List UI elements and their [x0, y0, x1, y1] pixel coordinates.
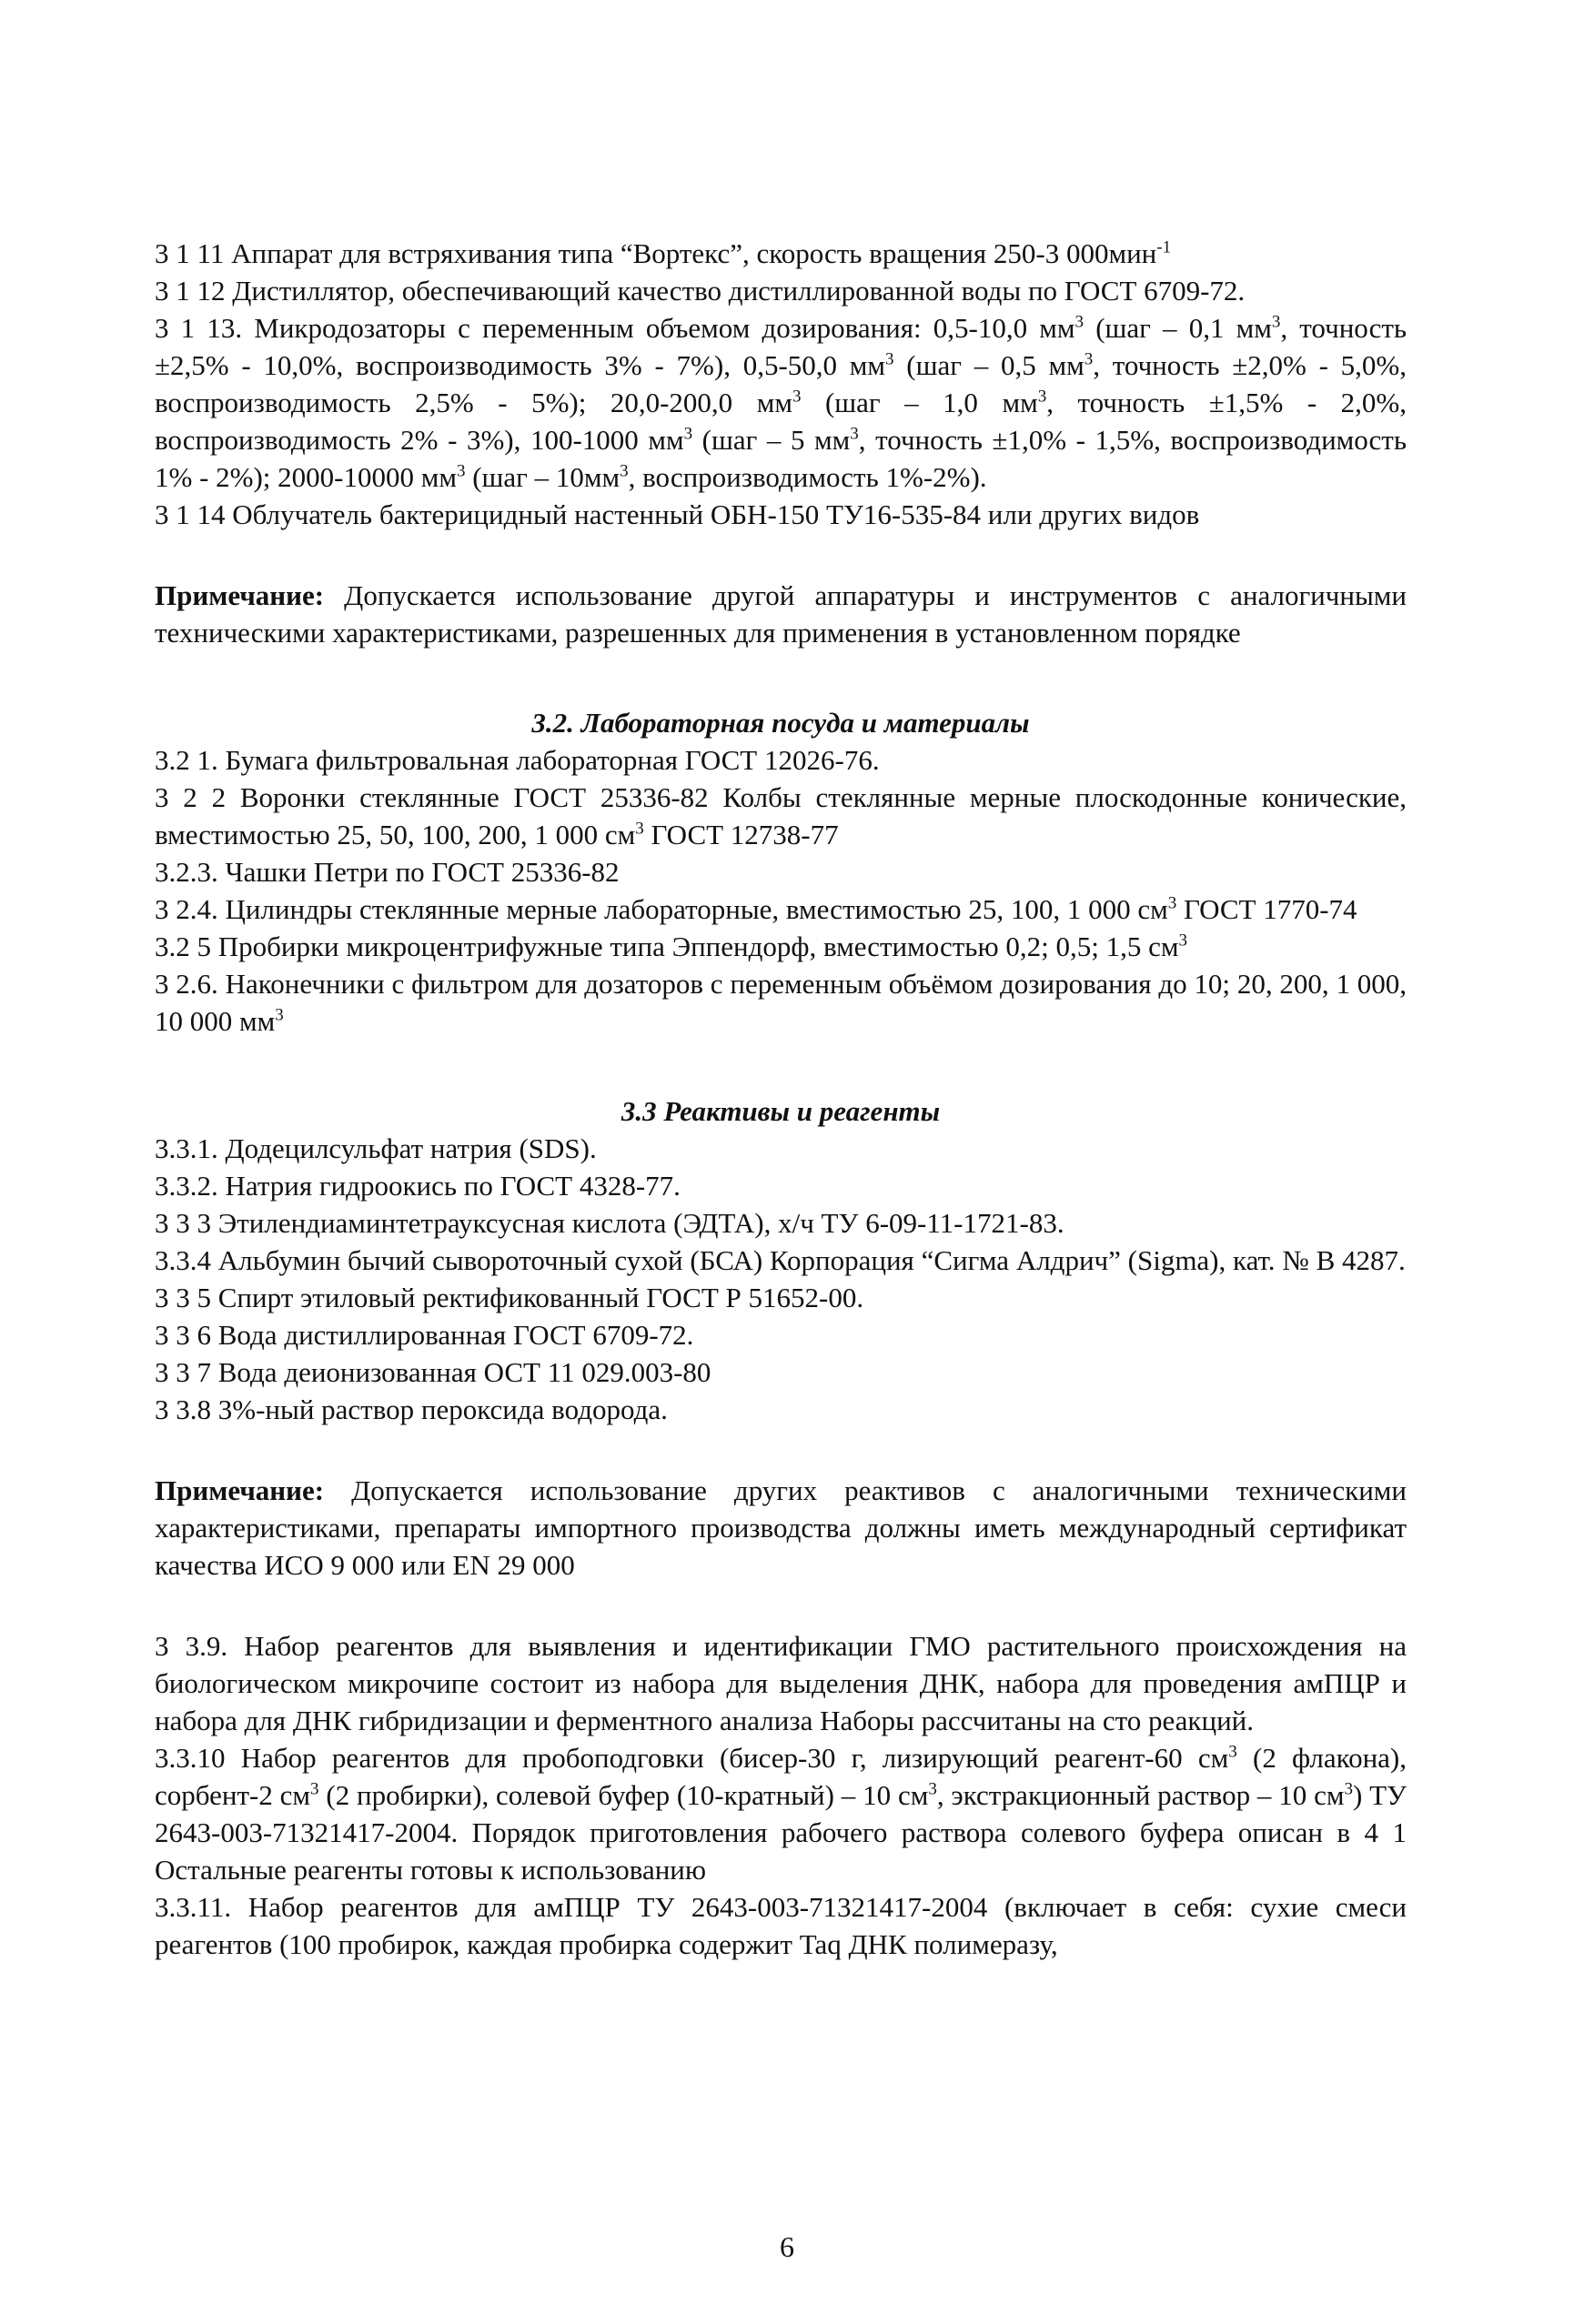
- labware-item-3-2-3: 3.2.3. Чашки Петри по ГОСТ 25336-82: [155, 856, 620, 888]
- document-page: [155, 235, 1407, 1963]
- labware-item-3-2-2: 3 2 2 Воронки стеклянные ГОСТ 25336-82 Колбы стеклянные мерные плоскодонные конические, вместимостью 25, 50, 100, 200, 1 000 $см^3$ ГОСТ 12738-77: [155, 781, 1407, 850]
- note-equipment: Примечание: Допускается использование другой аппаратуры и инструментов с аналогичными техническими характеристиками, разрешенных для применения в установленном порядке: [155, 579, 1407, 649]
- labware-item-3-2-1: 3.2 1. Бумага фильтровальная лабораторная ГОСТ 12026-76.: [155, 744, 880, 776]
- reagent-item-3-3-4: 3.3.4 Альбумин бычий сывороточный сухой (БСА) Корпорация “Сигма Алдрич” (Sigma), кат. № В 4287.: [155, 1244, 1406, 1276]
- kit-item-3-3-9: 3 3.9. Набор реагентов для выявления и идентификации ГМО растительного происхождения на биологическом микрочипе состоит из набора для выделения ДНК, набора для проведения амПЦР и набора для ДНК гибридизации и ферментного анализа Наборы рассчитаны на сто реакций.: [155, 1630, 1407, 1736]
- kit-item-3-3-11: 3.3.11. Набор реагентов для амПЦР ТУ 2643-003-71321417-2004 (включает в себя: сухие смеси реагентов (100 пробирок, каждая пробирка содержит Taq ДНК полимеразу,: [155, 1891, 1407, 1960]
- note-label: Примечание:: [155, 1474, 325, 1506]
- reagent-item-3-3-7: 3 3 7 Вода деионизованная ОСТ 11 029.003-80: [155, 1356, 711, 1388]
- labware-item-3-2-5: 3.2 5 Пробирки микроцентрифужные типа Эппендорф, вместимостью 0,2; 0,5; 1,5 $см^3$: [155, 931, 1187, 962]
- section-heading-3-3: 3.3 Реактивы и реагенты: [621, 1095, 941, 1127]
- section-heading-3-2: 3.2. Лабораторная посуда и материалы: [531, 707, 1030, 739]
- kit-item-3-3-10: 3.3.10 Набор реагентов для пробоподговки (бисер-30 г, лизирующий реагент-60 $см^3$ (2 флакона), сорбент-2 $см^3$ (2 пробирки), солевой буфер (10-кратный) – 10 $см^3$, экстракционный раствор – 10 $см^3$) ТУ 2643-003-71321417-2004. Порядок приготовления рабочего раствора солевого буфера описан в 4 1 Остальные реагенты готовы к использованию: [155, 1742, 1408, 1886]
- reagent-item-3-3-2: 3.3.2. Натрия гидроокись по ГОСТ 4328-77.: [155, 1170, 681, 1202]
- note-reagents: Примечание: Допускается использование других реактивов с аналогичными техническими характеристиками, препараты импортного производства должны иметь международный сертификат качества ИСО 9 000 или EN 29 000: [155, 1474, 1407, 1581]
- reagent-item-3-3-6: 3 3 6 Вода дистиллированная ГОСТ 6709-72.: [155, 1319, 694, 1351]
- equipment-item-3-1-13: 3 1 13. Микродозаторы с переменным объемом дозирования: 0,5-10,0 $мм^3$ (шаг – 0,1 $мм^3$, точность ±2,5% - 10,0%, воспроизводимость 3% - 7%), 0,5-50,0 $мм^3$ (шаг – 0,5 $мм^3$, точность ±2,0% - 5,0%, воспроизводимость 2,5% - 5%); 20,0-200,0 $мм^3$ (шаг – 1,0 $мм^3$, точность ±1,5% - 2,0%, воспроизводимость 2% - 3%), 100-1000 $мм^3$ (шаг – 5 $мм^3$, точность ±1,0% - 1,5%, воспроизводимость 1% - 2%); 2000-10000 $мм^3$ ($шаг - 10мм^3$, воспроизводимость 1%-2%).: [155, 312, 1408, 493]
- labware-item-3-2-4: 3 2.4. Цилиндры стеклянные мерные лабораторные, вместимостью 25, 100, 1 000 $см^3$ ГОСТ 1770-74: [155, 893, 1357, 925]
- page-number: 6: [780, 2230, 794, 2263]
- equipment-item-3-1-14: 3 1 14 Облучатель бактерицидный настенный ОБН-150 ТУ16-535-84 или других видов: [155, 498, 1200, 530]
- reagent-item-3-3-8: 3 3.8 3%-ный раствор пероксида водорода.: [155, 1393, 668, 1425]
- equipment-item-3-1-12: 3 1 12 Дистиллятор, обеспечивающий качество дистиллированной воды по ГОСТ 6709-72.: [155, 275, 1246, 307]
- labware-item-3-2-6: 3 2.6. Наконечники с фильтром для дозаторов с переменным объёмом дозирования до 10; 20, 200, 1 000, 10 000 $мм^3$: [155, 968, 1407, 1037]
- reagent-item-3-3-1: 3.3.1. Додецилсульфат натрия (SDS).: [155, 1132, 597, 1164]
- reagent-item-3-3-5: 3 3 5 Спирт этиловый ректификованный ГОСТ Р 51652-00.: [155, 1282, 864, 1313]
- reagent-item-3-3-3: 3 3 3 Этилендиаминтетрауксусная кислота (ЭДТА), х/ч ТУ 6-09-11-1721-83.: [155, 1207, 1064, 1239]
- equipment-item-3-1-11: 3 1 11 Аппарат для встряхивания типа “Вортекс”, скорость вращения 250-3 000мин$^{-1}$: [155, 237, 1172, 269]
- note-label: Примечание:: [155, 579, 325, 611]
